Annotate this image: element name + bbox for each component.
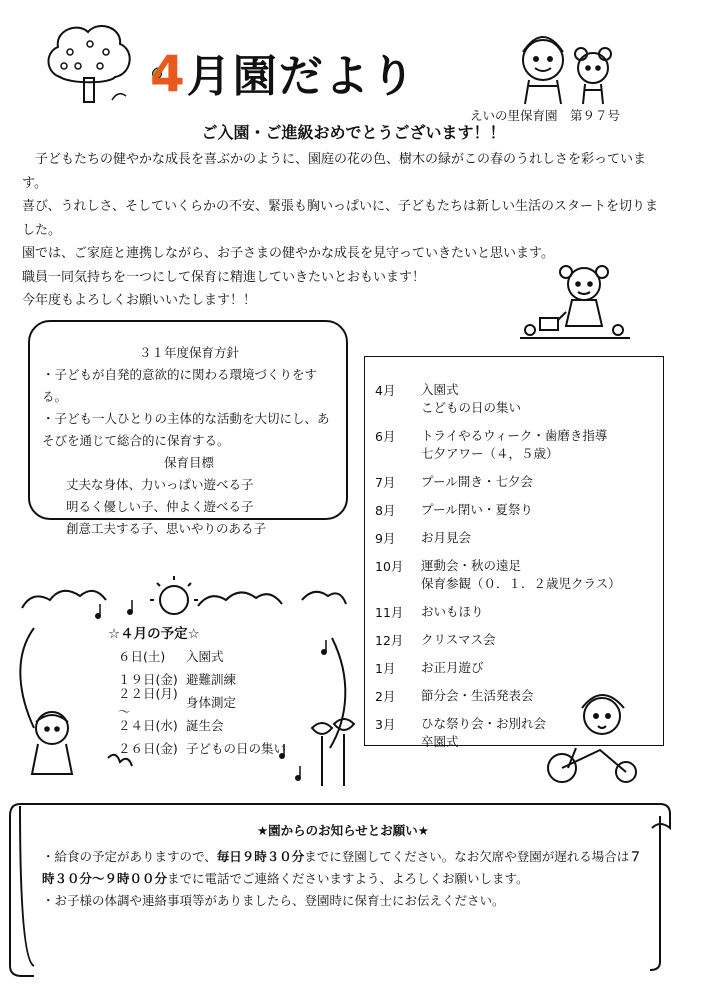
schedule-event: 入園式 (421, 382, 459, 397)
schedule-month: 1月 (375, 661, 396, 676)
april-row (118, 713, 286, 736)
schedule-month: 3月 (375, 717, 396, 732)
april-date: １９日(金) (118, 671, 178, 687)
greeting-heading: ご入園・ご進級おめでとうございます！！ (201, 123, 506, 142)
schedule-month: 6月 (375, 429, 396, 444)
notice-text: までに電話でご連絡くださいますよう、よろしくお願いします。 (167, 871, 529, 886)
schedule-event: 節分会・生活発表会 (421, 688, 534, 703)
april-event: 子どもの日の集い (186, 740, 287, 756)
schedule-month: 7月 (375, 475, 396, 490)
schedule-event: 保育参観（０．１．２歳児クラス） (421, 576, 621, 591)
policy-title: ３１年度保育方針 (138, 345, 239, 360)
schedule-month: 9月 (375, 531, 396, 546)
kids-illustration (505, 26, 625, 106)
schedule-row (375, 427, 655, 463)
schedule-row (375, 603, 655, 621)
schedule-event: ひな祭り会・お別れ会 (421, 716, 547, 731)
schedule-event: トライやるウィーク・歯磨き指導 (421, 428, 608, 443)
goal-item: 丈夫な身体、力いっぱい遊べる子 (66, 477, 254, 492)
schedule-month: 11月 (375, 605, 404, 620)
notice-heading: ★園からのお知らせとお願い★ (256, 823, 430, 838)
schedule-row (375, 381, 655, 417)
april-event: 入園式 (186, 648, 224, 664)
notice-text: ・給食の予定がありますので、 (42, 849, 217, 864)
schedule-month: 2月 (375, 689, 396, 704)
title-text: 月園だより (186, 51, 417, 102)
notice-item (42, 846, 644, 890)
april-event: 避難訓練 (186, 671, 237, 687)
greeting-line: 今年度もよろしくお願いいたします！！ (22, 293, 257, 308)
april-schedule-heading: ☆４月の予定☆ (108, 626, 200, 642)
notice-text: までに登園してください。なお欠席や登園が遅れる場合は (304, 849, 630, 864)
april-row (118, 685, 286, 719)
policy-item: ・子どもが自発的意欲的に関わる環境づくりをする。 (42, 367, 318, 404)
greeting-line: 喜び、うれしさ、そしていくらかの不安、緊張も胸いっぱいに、子どもたちは新しい生活のスタートを切りました。 (22, 199, 658, 238)
greeting-line: 園では、ご家庭と連携しながら、お子さまの健やかな成長を見守っていきたいと思います。 (22, 246, 554, 261)
schedule-event: こどもの日の集い (421, 400, 522, 415)
schedule-month: 10月 (375, 559, 404, 574)
schedule-row (375, 501, 655, 519)
schedule-event: クリスマス会 (421, 632, 496, 647)
notice-item: ・お子様の体調や連絡事項等がありましたら、登園時に保育士にお伝えください。 (42, 893, 505, 908)
childcare-policy-box (28, 320, 348, 536)
greeting-line: 職員一同気持ちを一つにして保育に精進していきたいとおもいます！ (22, 269, 426, 285)
april-row (118, 736, 286, 759)
april-schedule-list (118, 644, 286, 759)
notice-emphasis: 毎日９時３０分 (216, 849, 305, 864)
schedule-row (375, 659, 655, 677)
april-date: ２６日(金) (118, 740, 178, 756)
schedule-row (375, 529, 655, 547)
greeting-line: 子どもたちの健やかな成長を喜ぶかのように、園庭の花の色、樹木の緑がこの春のうれしさを彩っています。 (22, 152, 647, 191)
schedule-row (375, 715, 655, 751)
goal-item: 明るく優しい子、仲よく遊べる子 (66, 499, 254, 514)
notice-emphasis: ７時３０分～９時００分 (42, 849, 642, 886)
schedule-event: 運動会・秋の遠足 (421, 558, 522, 573)
schedule-row (375, 631, 655, 649)
april-date: ２２日(月)～ (118, 685, 178, 719)
schedule-row (375, 557, 655, 593)
schedule-row (375, 473, 655, 491)
annual-schedule-box (364, 356, 664, 749)
policy-item: ・子ども一人ひとりの主体的な活動を大切にし、あそびを通じて総合的に保育する。 (42, 411, 330, 448)
goals-title: 保育目標 (163, 455, 214, 470)
schedule-month: 12月 (375, 633, 404, 648)
schedule-event: おいもほり (421, 604, 484, 619)
schedule-event: プール開き・七夕会 (421, 474, 533, 489)
schedule-event: お正月遊び (421, 660, 484, 675)
goal-item: 創意工夫する子、思いやりのある子 (66, 521, 267, 536)
april-event: 誕生会 (186, 717, 224, 733)
newsletter-title (150, 40, 417, 104)
schedule-month: 8月 (375, 503, 396, 518)
april-date: ６日(土) (118, 648, 166, 664)
schedule-event: お月見会 (421, 530, 472, 545)
greeting-paragraph (22, 148, 662, 313)
schedule-event: 卒園式 (421, 734, 459, 749)
schedule-event: プール閉い・夏祭り (421, 502, 533, 517)
school-issue-info: えいの里保育園 第９７号 (470, 108, 621, 123)
april-event: 身体測定 (186, 694, 237, 710)
april-date: ２４日(水) (118, 717, 178, 733)
april-row (118, 644, 286, 667)
notice-box (20, 802, 660, 962)
title-month-number: 4 (150, 45, 187, 103)
schedule-event: 七夕アワー（４，５歳） (421, 446, 559, 461)
schedule-month: 4月 (375, 383, 396, 398)
schedule-row (375, 687, 655, 705)
tree-illustration (40, 22, 140, 107)
